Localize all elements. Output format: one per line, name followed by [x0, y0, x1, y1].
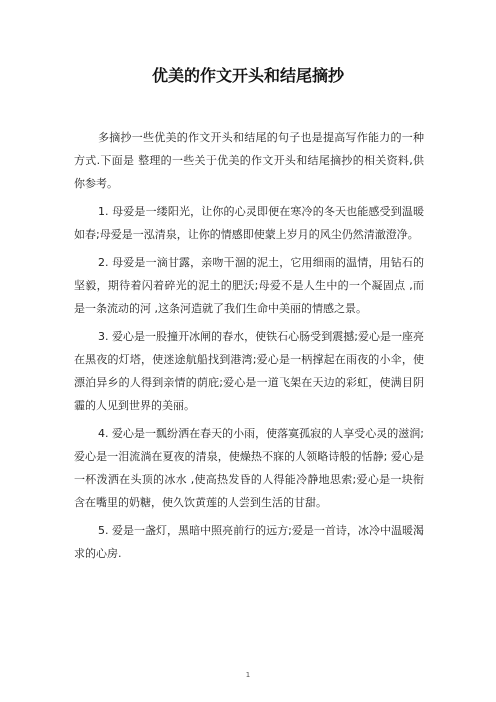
paragraph-4: 4. 爱心是一瓢纷洒在春天的小雨，使落寞孤寂的人享受心灵的滋润;爱心是一泪流淌在夏夜的清泉，使燥热不寐的人领略诗般的恬静; 爱心是一杯泼洒在头顶的冰水 ,使高热发昏的人得能冷静地思索;爱心是一块衔含在嘴里的奶糖，使久饮黄莲的人尝到生活的甘甜。 [74, 427, 424, 509]
paragraph-5: 5. 爱是一盏灯，黑暗中照亮前行的远方;爱是一首诗，冰冷中温暖渴求的心房. [74, 524, 424, 560]
page-number: 1 [245, 671, 251, 679]
paragraph-2: 2. 母爱是一滴甘露，亲吻干涸的泥土，它用细雨的温情，用钻石的坚毅，期待着闪着碎光的泥土的肥沃;母爱不是人生中的一个凝固点 ,而是一条流动的河 ,这条河造就了我们生命中美丽的情感之景。 [74, 256, 424, 315]
paragraph-1: 1. 母爱是一缕阳光，让你的心灵即便在寒冷的冬天也能感受到温暖如春;母爱是一泓清泉，让你的情感即使蒙上岁月的风尘仍然清澈澄净。 [74, 205, 424, 241]
page-title: 优美的作文开头和结尾摘抄 [151, 66, 344, 85]
paragraph-3: 3. 爱心是一股撞开冰闸的春水，使铁石心肠受到震撼;爱心是一座亮在黑夜的灯塔，使迷途航船找到港湾;爱心是一柄撑起在雨夜的小伞，使漂泊异乡的人得到亲情的荫庇;爱心是一道飞架在天边的彩虹，使满目阴霾的人见到世界的美丽。 [74, 330, 424, 412]
paragraph-intro: 多摘抄一些优美的作文开头和结尾的句子也是提高写作能力的一种方式.下面是 整理的一些关于优美的作文开头和结尾摘抄的相关资料,供你参考。 [74, 131, 424, 190]
document-body [74, 126, 424, 570]
